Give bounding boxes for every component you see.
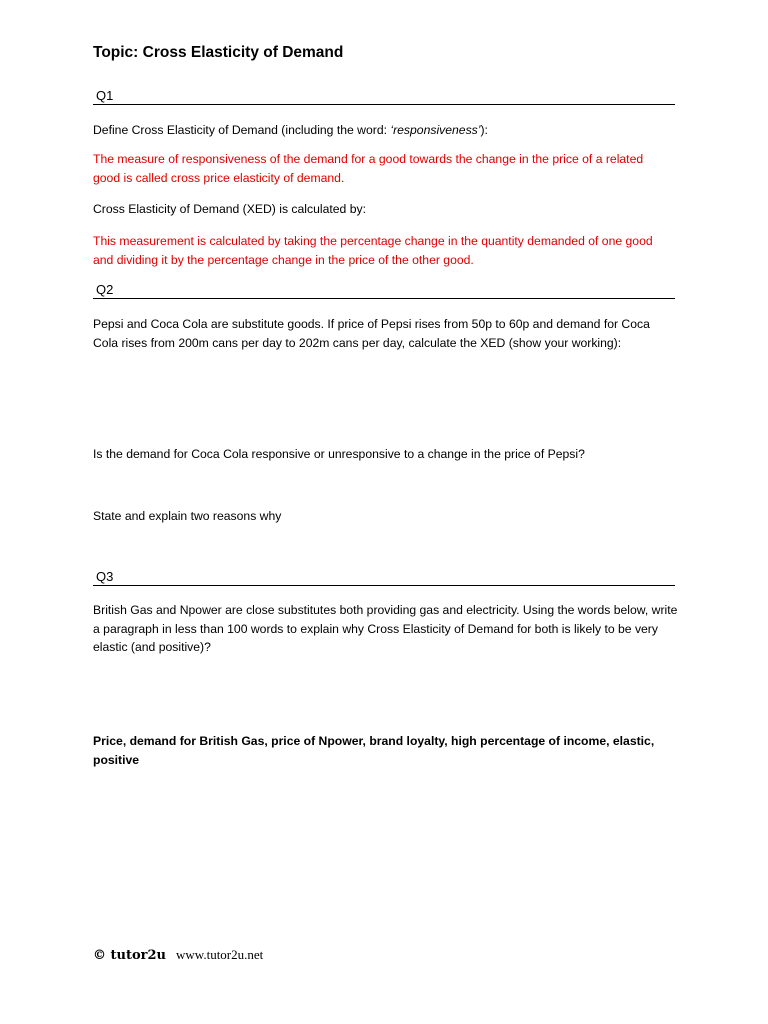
q1-define-suffix: ):	[480, 123, 488, 137]
q1-answer-calculation: This measurement is calculated by taking the percentage change in the quantity demanded of one good and dividing it by the percentage change in the price of the other good.	[93, 234, 653, 267]
q1-define-keyword: ‘responsiveness’	[390, 123, 481, 137]
q3-question: British Gas and Npower are close substitutes both providing gas and electricity. Using the words below, write a paragraph in less than 100 words to explain why Cross Elasticity of Demand for both is likely to be very elastic (and positive)?	[93, 603, 678, 654]
q2-divider	[93, 298, 675, 299]
q2-reasons-prompt: State and explain two reasons why	[93, 509, 282, 523]
q2-responsive-question: Is the demand for Coca Cola responsive or unresponsive to a change in the price of Pepsi?	[93, 447, 585, 461]
q1-define-prefix: Define Cross Elasticity of Demand (including the word:	[93, 123, 391, 137]
q1-divider	[93, 104, 675, 105]
q1-answer-definition: The measure of responsiveness of the demand for a good towards the change in the price of a related good is called cross price elasticity of demand.	[93, 152, 644, 185]
q2-heading: Q2	[96, 282, 114, 297]
q3-divider	[93, 585, 675, 586]
footer-url: www.tutor2u.net	[176, 947, 264, 962]
q2-question: Pepsi and Coca Cola are substitute goods. If price of Pepsi rises from 50p to 60p and demand for Coca Cola rises from 200m cans per day to 202m cans per day, calculate the XED (show your working):	[93, 317, 650, 350]
q1-calc-question: Cross Elasticity of Demand (XED) is calculated by:	[93, 202, 366, 216]
q3-word-list: Price, demand for British Gas, price of Npower, brand loyalty, high percentage of income, elastic, positive	[93, 734, 655, 767]
page-title: Topic: Cross Elasticity of Demand	[93, 44, 344, 61]
footer	[93, 947, 263, 963]
q3-heading: Q3	[96, 569, 114, 584]
q1-define-question	[93, 121, 683, 140]
q1-heading: Q1	[96, 88, 114, 103]
footer-copyright: © tutor2u	[93, 948, 167, 963]
